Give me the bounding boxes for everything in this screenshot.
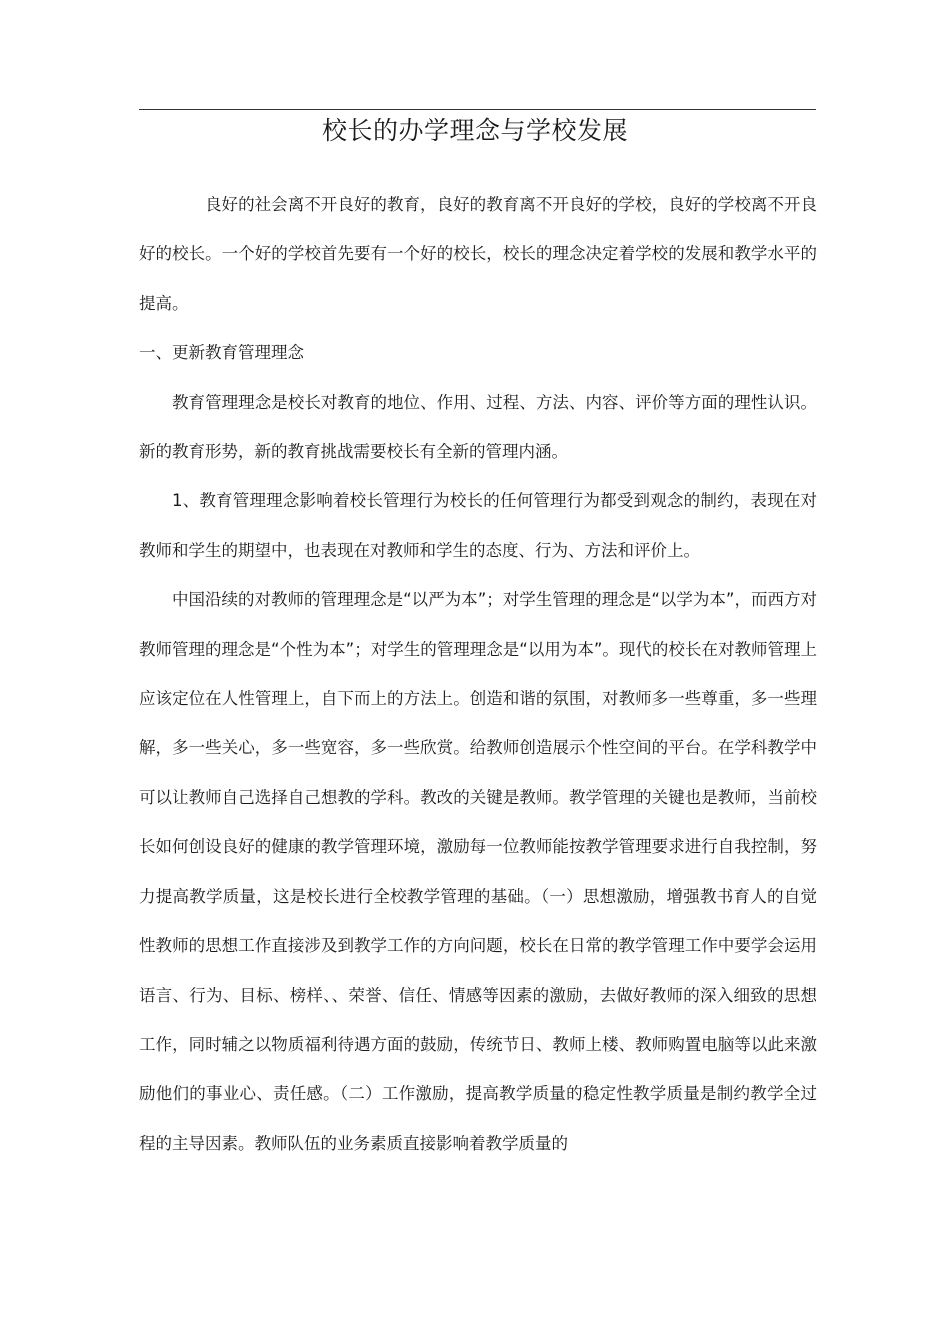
document-body (139, 180, 817, 1168)
document-title: 校长的办学理念与学校发展 (321, 116, 628, 145)
paragraph: 中国沿续的对教师的管理理念是“以严为本”；对学生管理的理念是“以学为本”，而西方对教师管理的理念是“个性为本”；对学生的管理理念是“以用为本”。现代的校长在对教师管理上应该定位在人性管理上，自下而上的方法上。创造和谐的氛围，对教师多一些尊重，多一些理解，多一些关心，多一些宽容，多一些欣赏。给教师创造展示个性空间的平台。在学科教学中可以让教师自己选择自己想教的学科。教改的关键是教师。教学管理的关键也是教师，当前校长如何创设良好的健康的教学管理环境，激励每一位教师能按教学管理要求进行自我控制，努力提高教学质量，这是校长进行全校教学管理的基础。（一）思想激励，增强教书育人的自觉性教师的思想工作直接涉及到教学工作的方向问题，校长在日常的教学管理工作中要学会运用语言、行为、目标、榜样、、荣誉、信任、情感等因素的激励，去做好教师的深入细致的思想工作，同时辅之以物质福利待遇方面的鼓励，传统节日、教师上楼、教师购置电脑等以此来激励他们的事业心、责任感。（二）工作激励，提高教学质量的稳定性教学质量是制约教学全过程的主导因素。教师队伍的业务素质直接影响着教学质量的 (139, 590, 817, 1153)
section-heading: 一、更新教育管理理念 (139, 343, 304, 363)
header-rule (139, 109, 816, 110)
paragraph: 教育管理理念是校长对教育的地位、作用、过程、方法、内容、评价等方面的理性认识。新的教育形势，新的教育挑战需要校长有全新的管理内涵。 (139, 392, 817, 462)
intro-paragraph: 良好的社会离不开良好的教育，良好的教育离不开良好的学校，良好的学校离不开良好的校长。一个好的学校首先要有一个好的校长，校长的理念决定着学校的发展和教学水平的提高。 (139, 195, 817, 313)
paragraph: 1、教育管理理念影响着校长管理行为校长的任何管理行为都受到观念的制约，表现在对教师和学生的期望中，也表现在对教师和学生的态度、行为、方法和评价上。 (139, 491, 817, 560)
